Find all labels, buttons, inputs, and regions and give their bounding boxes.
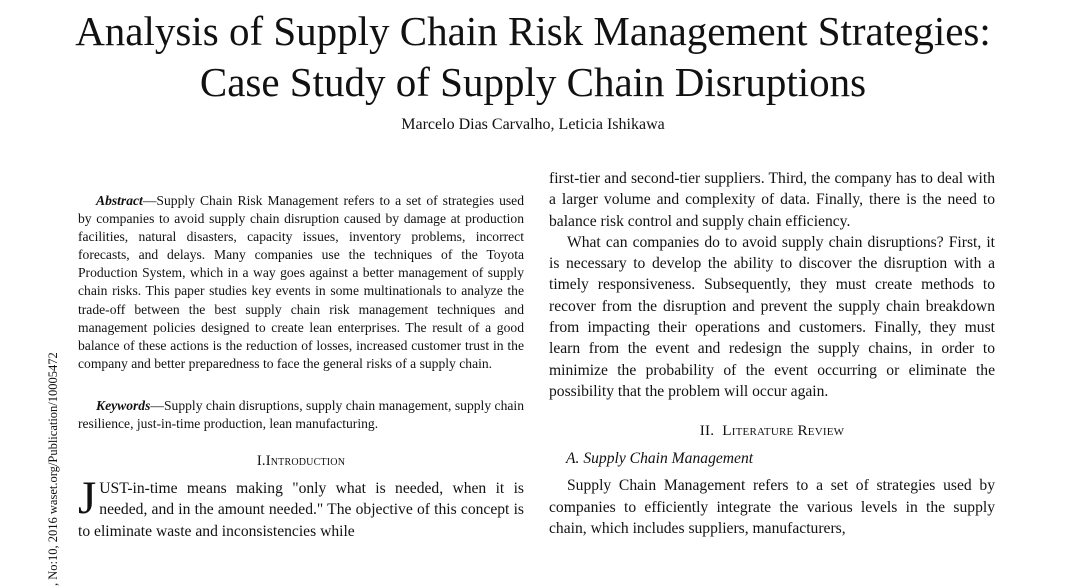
side-publication-stamp: , No:10, 2016 waset.org/Publication/10005472 xyxy=(46,352,60,586)
author-list: Marcelo Dias Carvalho, Leticia Ishikawa xyxy=(401,116,665,133)
keywords-text: —Supply chain disruptions, supply chain management, supply chain resilience, just-in-time production, lean manufacturing. xyxy=(78,397,524,432)
literature-review-heading xyxy=(549,421,995,441)
body-paragraph-1: first-tier and second-tier suppliers. Third, the company has to deal with a larger volume and complexity of data. Finally, there is the need to balance risk control and supply chain efficiency. xyxy=(549,170,995,230)
body-paragraph-2: What can companies do to avoid supply chain disruptions? First, it is necessary to develop the ability to discover the disruption with a timely responsiveness. Subsequently, they must create methods to recover from the disruption and prevent the supply chain breakdown from impacting their operations and customers. Finally, they must learn from the event and redesign the supply chains, in order to minimize the probability of the event occurring or eliminate the possibility that the problem will occur again. xyxy=(549,233,995,400)
introduction-paragraph xyxy=(78,472,524,542)
introduction-text: UST-in-time means making "only what is needed, when it is needed, and in the amount needed." The objective of this concept is to eliminate waste and inconsistencies while xyxy=(78,480,524,540)
keywords-paragraph xyxy=(78,397,524,433)
right-column xyxy=(549,168,995,539)
introduction-heading-text: Introduction xyxy=(265,453,346,470)
abstract-paragraph xyxy=(78,192,524,373)
keywords-label: Keywords xyxy=(96,397,151,413)
literature-review-heading-text: Literature Review xyxy=(722,422,845,440)
introduction-number: I. xyxy=(256,453,266,470)
left-column xyxy=(78,192,524,542)
literature-review-number: II. xyxy=(699,422,715,440)
abstract-text: —Supply Chain Risk Management refers to a set of strategies used by companies to avoid supply chain disruption caused by damage at production facilities, natural disasters, capacity issues, inventory problems, incorrect forecasts, and delays. Many companies use the techniques of the Toyota Production System, which in a way goes against a better management of supply chain risks. This paper studies key events in some multinationals to analyze the trade-off between the best supply chain risk management techniques and management policies designed to create lean enterprises. The result of a good balance of these actions is the reduction of losses, increased customer trust in the company and better preparedness to face the general risks of a supply chain. xyxy=(78,193,524,371)
abstract-label: Abstract xyxy=(96,193,143,208)
body-paragraph-3: Supply Chain Management refers to a set of strategies used by companies to efficiently integrate the various levels in the supply chain, which includes suppliers, manufacturers, xyxy=(549,477,995,537)
supply-chain-management-subheading: A. Supply Chain Management xyxy=(566,450,754,468)
drop-cap-letter: J xyxy=(78,472,97,525)
paper-title: Analysis of Supply Chain Risk Management Strategies: Case Study of Supply Chain Disruptions xyxy=(75,8,991,105)
introduction-heading xyxy=(78,452,524,470)
